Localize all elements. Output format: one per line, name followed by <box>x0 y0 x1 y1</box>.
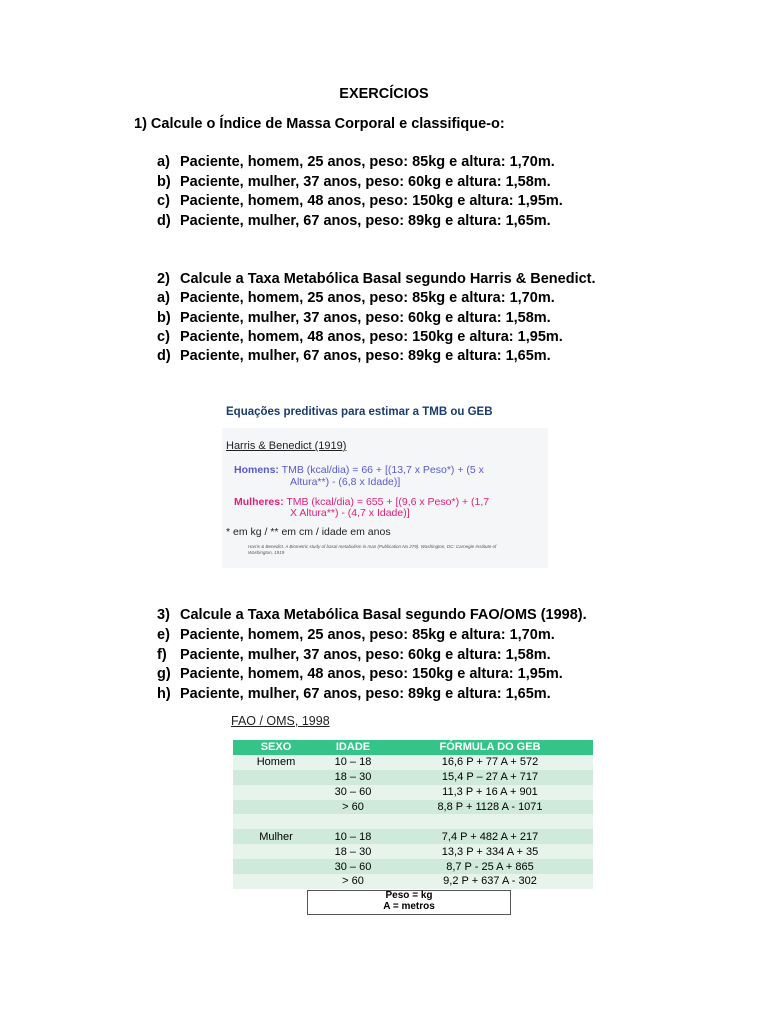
cell-idade: > 60 <box>319 874 387 889</box>
q3-item-g: g) Paciente, homem, 48 anos, peso: 150kg e altura: 1,95m. <box>157 666 563 682</box>
q1-item-d: d) Paciente, mulher, 67 anos, peso: 89kg e altura: 1,65m. <box>157 213 551 229</box>
q1-item-c: c) Paciente, homem, 48 anos, peso: 150kg e altura: 1,95m. <box>157 193 563 209</box>
cell-idade: 10 – 18 <box>319 829 387 844</box>
harris-benedict-figure <box>226 400 548 566</box>
q2-item-a: a) Paciente, homem, 25 anos, peso: 85kg e altura: 1,70m. <box>157 290 555 306</box>
units-legend <box>307 890 511 915</box>
units-note: * em kg / ** em cm / idade em anos <box>226 526 391 538</box>
header-formula: FÓRMULA DO GEB <box>387 740 593 755</box>
cell-sexo <box>233 785 319 800</box>
q3-item-h: h) Paciente, mulher, 67 anos, peso: 89kg e altura: 1,65m. <box>157 686 551 702</box>
question-3-heading: 3) Calcule a Taxa Metabólica Basal segundo FAO/OMS (1998). <box>157 607 587 623</box>
table-row <box>233 859 593 874</box>
cell-idade: 10 – 18 <box>319 755 387 770</box>
figure-title: Equações preditivas para estimar a TMB ou GEB <box>226 406 493 418</box>
q3-item-f: f) Paciente, mulher, 37 anos, peso: 60kg e altura: 1,58m. <box>157 647 551 663</box>
q2-item-c: c) Paciente, homem, 48 anos, peso: 150kg e altura: 1,95m. <box>157 329 563 345</box>
table-row <box>233 800 593 815</box>
cell-formula: 8,7 P - 25 A + 865 <box>387 859 593 874</box>
cell-idade: 30 – 60 <box>319 785 387 800</box>
cell-idade: 18 – 30 <box>319 770 387 785</box>
cell-sexo <box>233 800 319 815</box>
q2-item-d: d) Paciente, mulher, 67 anos, peso: 89kg e altura: 1,65m. <box>157 348 551 364</box>
q1-item-b: b) Paciente, mulher, 37 anos, peso: 60kg e altura: 1,58m. <box>157 174 551 190</box>
header-idade: IDADE <box>319 740 387 755</box>
legend-altura: A = metros <box>383 900 435 912</box>
cell-sexo <box>233 874 319 889</box>
cell-formula: 7,4 P + 482 A + 217 <box>387 829 593 844</box>
table-row <box>233 814 593 829</box>
cell-formula: 11,3 P + 16 A + 901 <box>387 785 593 800</box>
cell-sexo <box>233 814 319 829</box>
cell-formula: 15,4 P – 27 A + 717 <box>387 770 593 785</box>
table-row <box>233 844 593 859</box>
table-row <box>233 874 593 889</box>
cell-formula: 16,6 P + 77 A + 572 <box>387 755 593 770</box>
question-1-heading: 1) Calcule o Índice de Massa Corporal e classifique-o: <box>134 116 505 132</box>
cell-formula: 8,8 P + 1128 A - 1071 <box>387 800 593 815</box>
cell-sexo: Mulher <box>233 829 319 844</box>
page-title: EXERCÍCIOS <box>339 86 429 102</box>
homens-line-1: Homens: TMB (kcal/dia) = 66 + [(13,7 x Peso*) + (5 x <box>234 464 484 476</box>
table-row <box>233 785 593 800</box>
figure-subtitle: Harris & Benedict (1919) <box>226 440 347 452</box>
mulheres-line-2: X Altura**) - (4,7 x Idade)] <box>290 507 410 519</box>
legend-peso: Peso = kg <box>385 890 433 901</box>
fao-table <box>233 740 593 889</box>
table-row <box>233 829 593 844</box>
cell-sexo <box>233 859 319 874</box>
table-row <box>233 770 593 785</box>
figure-footnote: Harris & Benedict. A Biometric study of basal metabolism in man (Publication No 279). Washington, DC: Carnegie Institute of Washington, 1919 <box>248 544 497 555</box>
q2-item-b: b) Paciente, mulher, 37 anos, peso: 60kg e altura: 1,58m. <box>157 310 551 326</box>
cell-formula <box>387 814 593 829</box>
cell-idade <box>319 814 387 829</box>
table-row <box>233 755 593 770</box>
header-sexo: SEXO <box>233 740 319 755</box>
mulheres-line-1: Mulheres: TMB (kcal/dia) = 655 + [(9,6 x Peso*) + (1,7 <box>234 496 490 508</box>
q1-item-a: a) Paciente, homem, 25 anos, peso: 85kg e altura: 1,70m. <box>157 154 555 170</box>
cell-idade: 30 – 60 <box>319 859 387 874</box>
cell-formula: 13,3 P + 334 A + 35 <box>387 844 593 859</box>
cell-idade: > 60 <box>319 800 387 815</box>
cell-sexo: Homem <box>233 755 319 770</box>
cell-formula: 9,2 P + 637 A - 302 <box>387 874 593 889</box>
q3-item-e: e) Paciente, homem, 25 anos, peso: 85kg e altura: 1,70m. <box>157 627 555 643</box>
question-2-heading: 2) Calcule a Taxa Metabólica Basal segundo Harris & Benedict. <box>157 271 596 287</box>
cell-idade: 18 – 30 <box>319 844 387 859</box>
homens-line-2: Altura**) - (6,8 x Idade)] <box>290 476 401 488</box>
cell-sexo <box>233 770 319 785</box>
cell-sexo <box>233 844 319 859</box>
fao-caption: FAO / OMS, 1998 <box>231 714 330 728</box>
